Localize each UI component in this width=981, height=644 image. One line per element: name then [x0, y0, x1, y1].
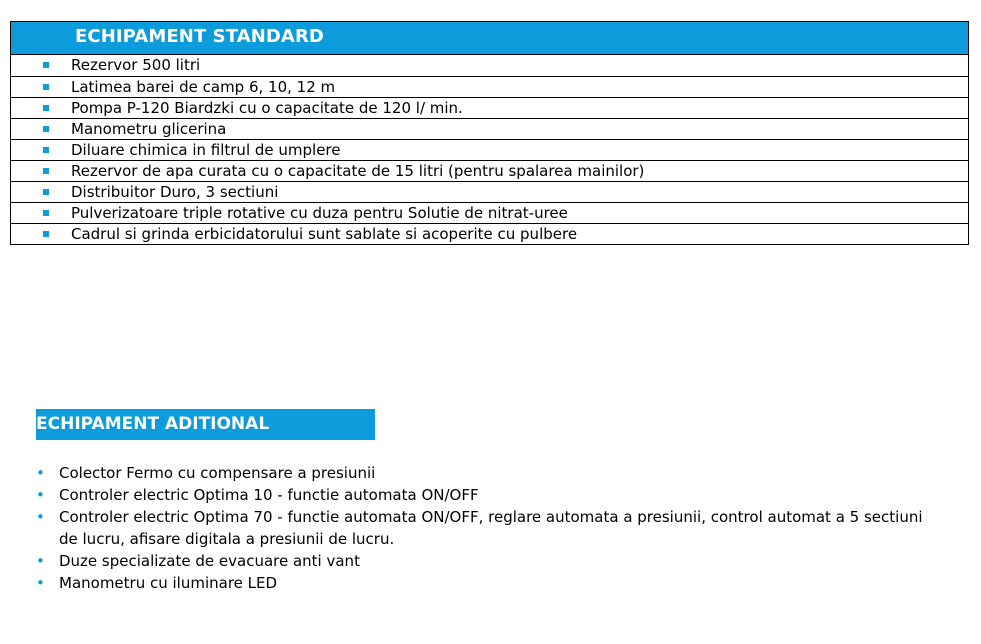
table-row [11, 202, 968, 223]
additional-item-text: Controler electric Optima 70 - functie automata ON/OFF, reglare automata a presiunii, control automat a 5 sectiuni de lucru, afisare digitala a presiunii de lucru. [59, 508, 923, 548]
list-item [36, 506, 936, 550]
standard-equipment-header [11, 22, 968, 55]
square-bullet-icon [43, 62, 49, 68]
square-bullet-icon [43, 84, 49, 90]
round-bullet-icon: • [36, 574, 45, 592]
square-bullet-icon [43, 210, 49, 216]
standard-item-text: Diluare chimica in filtrul de umplere [71, 141, 341, 159]
standard-item-text: Latimea barei de camp 6, 10, 12 m [71, 78, 336, 96]
standard-item-text: Rezervor de apa curata cu o capacitate de 15 litri (pentru spalarea mainilor) [71, 162, 645, 180]
list-item [36, 550, 936, 572]
table-row [11, 139, 968, 160]
standard-item-text: Cadrul si grinda erbicidatorului sunt sablate si acoperite cu pulbere [71, 225, 578, 243]
standard-item-text: Distribuitor Duro, 3 sectiuni [71, 183, 279, 201]
additional-equipment-title: ECHIPAMENT ADITIONAL [36, 414, 270, 434]
standard-equipment-rows [11, 55, 968, 244]
table-row [11, 160, 968, 181]
round-bullet-icon: • [36, 486, 45, 504]
table-row [11, 76, 968, 97]
standard-item-text: Rezervor 500 litri [71, 56, 201, 74]
square-bullet-icon [43, 168, 49, 174]
square-bullet-icon [43, 105, 49, 111]
additional-item-text: Colector Fermo cu compensare a presiunii [59, 464, 376, 482]
table-row [11, 223, 968, 244]
square-bullet-icon [43, 231, 49, 237]
round-bullet-icon: • [36, 508, 45, 526]
list-item [36, 572, 936, 594]
table-row [11, 55, 968, 76]
round-bullet-icon: • [36, 552, 45, 570]
table-row [11, 181, 968, 202]
additional-equipment-header [36, 409, 375, 440]
additional-item-text: Duze specializate de evacuare anti vant [59, 552, 360, 570]
standard-item-text: Pulverizatoare triple rotative cu duza pentru Solutie de nitrat-uree [71, 204, 568, 222]
table-row [11, 97, 968, 118]
list-item [36, 462, 936, 484]
square-bullet-icon [43, 126, 49, 132]
standard-equipment-table [10, 21, 969, 245]
list-item [36, 484, 936, 506]
square-bullet-icon [43, 147, 49, 153]
table-row [11, 118, 968, 139]
standard-item-text: Pompa P-120 Biardzki cu o capacitate de 120 l/ min. [71, 99, 463, 117]
standard-equipment-title: ECHIPAMENT STANDARD [75, 26, 324, 47]
additional-equipment-list [36, 462, 936, 594]
round-bullet-icon: • [36, 464, 45, 482]
additional-item-text: Manometru cu iluminare LED [59, 574, 278, 592]
square-bullet-icon [43, 189, 49, 195]
standard-item-text: Manometru glicerina [71, 120, 227, 138]
additional-item-text: Controler electric Optima 10 - functie automata ON/OFF [59, 486, 479, 504]
